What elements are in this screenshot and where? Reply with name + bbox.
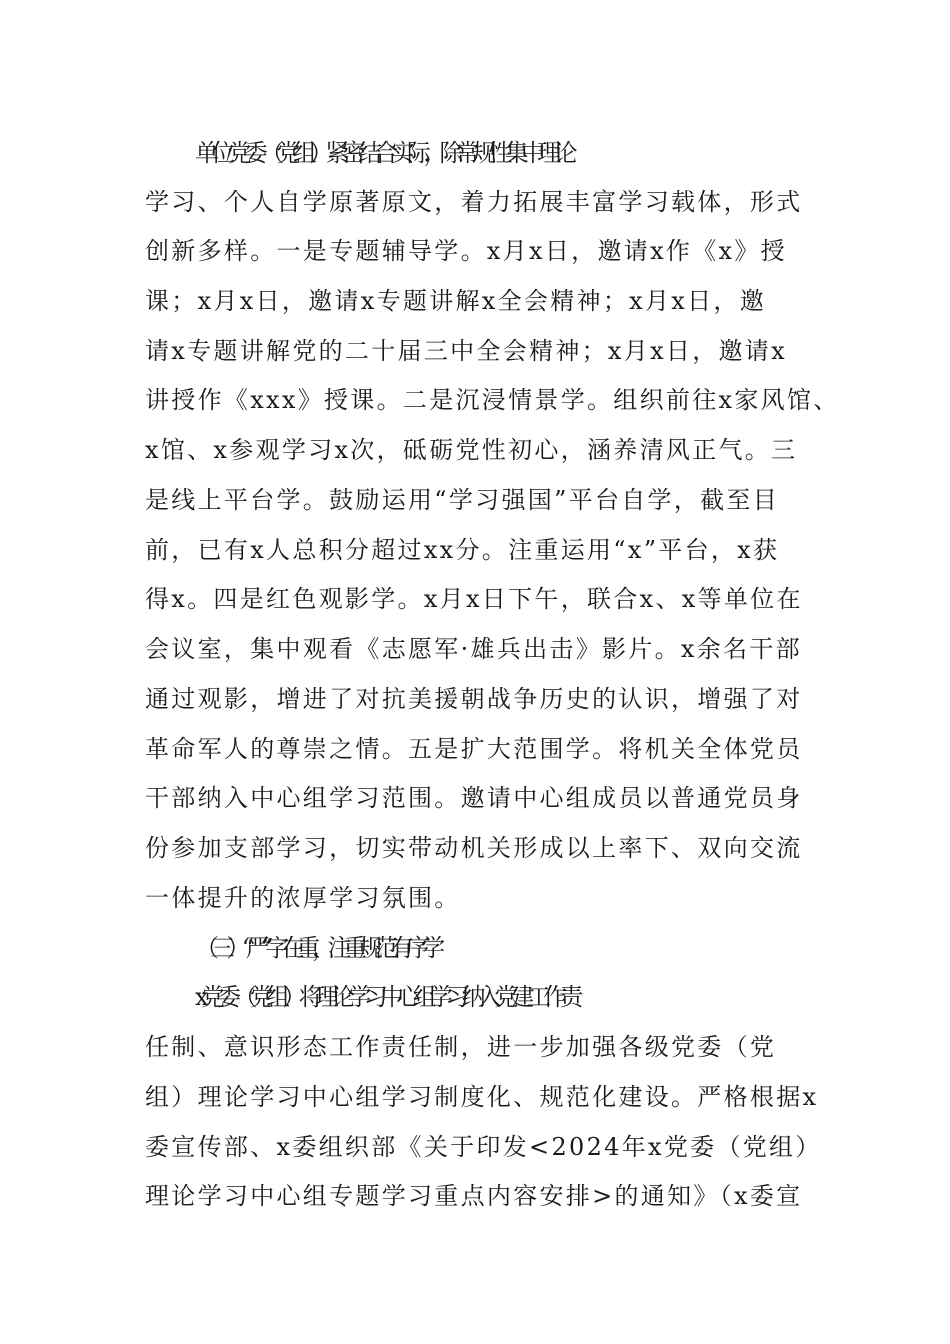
text-line: 通过观影，增进了对抗美援朝战争历史的认识，增强了对 [145, 685, 803, 713]
text-line: x党委（党组）将理论学习中心组学习纳入党建工作责 [195, 983, 576, 1011]
text-line: 一体提升的浓厚学习氛围。 [145, 884, 461, 912]
section-heading: （三）“严”字在重，注重规范有序学 [195, 934, 437, 962]
text-line: 单位党委（党组）紧密结合实际，除常规性集中理论 [195, 139, 570, 167]
text-line: 干部纳入中心组学习范围。邀请中心组成员以普通党员身 [145, 784, 803, 812]
text-line: 课；x月x日，邀请x专题讲解x全会精神；x月x日，邀 [145, 287, 767, 315]
text-line: x馆、x参观学习x次，砥砺党性初心，涵养清风正气。三 [145, 436, 798, 464]
text-line: 理论学习中心组专题学习重点内容安排>的通知》（x委宣 [145, 1182, 803, 1210]
text-line: 前，已有x人总积分超过xx分。注重运用“x”平台，x获 [145, 536, 780, 564]
text-line: 讲授作《xxx》授课。二是沉浸情景学。组织前往x家风馆、 [145, 386, 840, 414]
text-line: 得x。四是红色观影学。x月x日下午，联合x、x等单位在 [145, 585, 803, 613]
text-line: 学习、个人自学原著原文，着力拓展丰富学习载体，形式 [145, 188, 803, 216]
text-line: 创新多样。一是专题辅导学。x月x日，邀请x作《x》授 [145, 237, 787, 265]
text-line: 任制、意识形态工作责任制，进一步加强各级党委（党 [145, 1033, 777, 1061]
text-line: 请x专题讲解党的二十届三中全会精神；x月x日，邀请x [145, 337, 787, 365]
text-line: 委宣传部、x委组织部《关于印发<2024年x党委（党组） [145, 1133, 822, 1161]
text-line: 份参加支部学习，切实带动机关形成以上率下、双向交流 [145, 834, 803, 862]
text-line: 会议室，集中观看《志愿军·雄兵出击》影片。x余名干部 [145, 635, 802, 663]
text-line: 组）理论学习中心组学习制度化、规范化建设。严格根据x [145, 1083, 819, 1111]
text-line: 革命军人的尊崇之情。五是扩大范围学。将机关全体党员 [145, 735, 803, 763]
text-line: 是线上平台学。鼓励运用“学习强国”平台自学，截至目 [145, 486, 780, 514]
